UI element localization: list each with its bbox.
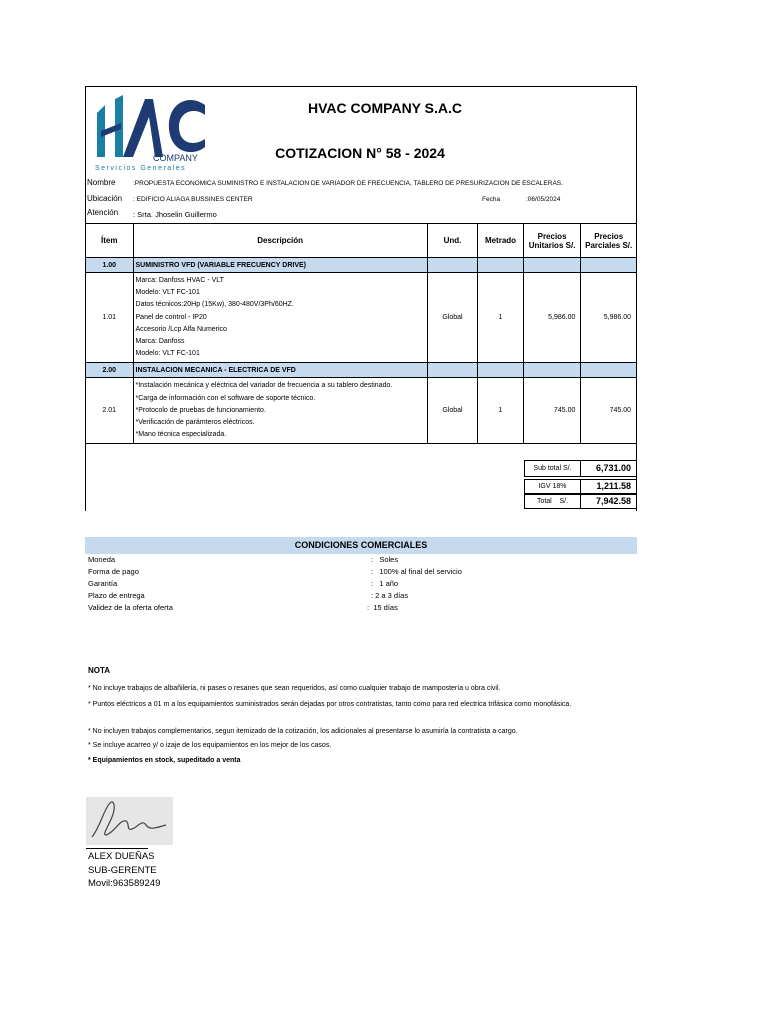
- row-parcial: 745.00: [581, 378, 637, 444]
- row-metrado: 1: [478, 378, 523, 444]
- signer-name: ALEX DUEÑAS: [88, 851, 155, 862]
- note-item: * Equipamientos en stock, supeditado a venta: [88, 757, 241, 764]
- header-precio-unitario: Precios Unitarios S/.: [523, 224, 581, 258]
- condition-value: : 2 a 3 días: [371, 591, 409, 600]
- items-table: [85, 223, 637, 444]
- conditions-title: CONDICIONES COMERCIALES: [85, 537, 637, 554]
- note-item: * No incluye trabajos de albañilería, ni pases o resanes que sean requeridos, así como cualquier trabajo de mampostería u obra civil.: [88, 685, 501, 692]
- total-label: Total S/.: [524, 494, 581, 509]
- desc-line: Modelo: VLT FC-101: [135, 289, 200, 297]
- total-value: 7,942.58: [580, 494, 637, 509]
- signer-phone: Movil:963589249: [88, 878, 161, 889]
- row-und: Global: [427, 273, 478, 363]
- logo-sac-text: S.A.C: [189, 143, 203, 149]
- desc-line: Accesorio /Lcp Alfa Numerico: [135, 325, 227, 333]
- igv-value: 1,211.58: [580, 479, 637, 494]
- logo-company-text: COMPANY: [153, 153, 198, 163]
- desc-line: Marca: Danfoss HVAC - VLT: [135, 277, 224, 284]
- fecha-value: :06/05/2024: [526, 196, 561, 203]
- condition-value: : Soles: [371, 555, 399, 564]
- row-item: 2.01: [86, 378, 134, 444]
- desc-line: Modelo: VLT FC-101: [135, 350, 200, 358]
- row-description: [133, 378, 427, 444]
- header-precio-parcial: Precios Parciales S/.: [581, 224, 637, 258]
- header-metrado: Metrado: [478, 224, 523, 258]
- signature-line: [86, 848, 148, 849]
- signature-image: [86, 797, 173, 845]
- row-unitario: 745.00: [523, 378, 581, 444]
- nombre-label: Nombre: [87, 178, 116, 187]
- condition-label: Garantía: [88, 579, 118, 588]
- section-item: 2.00: [86, 363, 134, 378]
- signer-role: SUB-GERENTE: [88, 865, 157, 876]
- desc-line: *Verificación de parámteros eléctricos.: [135, 419, 255, 427]
- ubicacion-value: : EDIFICIO ALIAGA BUSSINES CENTER: [133, 196, 253, 203]
- quote-title: COTIZACION N° 58 - 2024: [275, 145, 445, 161]
- atencion-label: Atención: [87, 208, 119, 217]
- condition-value: : 15 días: [367, 603, 398, 612]
- fecha-label: Fecha: [482, 196, 501, 203]
- row-parcial: 5,986.00: [581, 273, 637, 363]
- table-row: [86, 378, 637, 444]
- subtotal-value: 6,731.00: [580, 460, 637, 477]
- header-und: Und.: [427, 224, 478, 258]
- condition-value: : 1 año: [371, 579, 399, 588]
- row-item: 1.01: [86, 273, 134, 363]
- header-descripcion: Descripción: [133, 224, 427, 258]
- atencion-value: : Srta. Jhoselin Guillermo: [133, 210, 217, 219]
- section-title: INSTALACION MECANICA - ELECTRICA DE VFD: [133, 363, 427, 378]
- subtotal-label: Sub total S/.: [524, 460, 581, 477]
- row-und: Global: [427, 378, 478, 444]
- table-row: [86, 273, 637, 363]
- note-item: * No incluyen trabajos complementarios, segun itemizado de la cotización, los adicionales al presentarse lo asumiría la contratista a cargo.: [88, 728, 518, 735]
- desc-line: *Mano técnica especializada.: [135, 431, 227, 439]
- igv-label: IGV 18%: [524, 479, 581, 494]
- section-row: [86, 363, 637, 378]
- condition-label: Forma de pago: [88, 567, 139, 576]
- condition-label: Validez de la oferta oferta: [88, 603, 173, 612]
- note-item: * Se incluye acarreo y/ o izaje de los equipamientos en los mejor de los casos.: [88, 742, 332, 749]
- condition-value: : 100% al final del servicio: [371, 567, 462, 576]
- row-description: [133, 273, 427, 363]
- desc-line: *Instalación mecánica y eléctrica del variador de frecuencia a su tablero destinado.: [135, 382, 393, 390]
- row-metrado: 1: [478, 273, 523, 363]
- company-logo: [93, 95, 218, 173]
- section-item: 1.00: [86, 258, 134, 273]
- notes-title: NOTA: [88, 666, 111, 675]
- row-unitario: 5,986.00: [523, 273, 581, 363]
- nombre-value: :PROPUESTA ECONOMICA SUMINISTRO E INSTALACION DE VARIADOR DE FRECUENCIA, TABLERO DE PRESURIZACION DE ESCALERAS.: [133, 180, 563, 187]
- desc-line: *Carga de información con el software de soporte técnico.: [135, 394, 316, 402]
- desc-line: Datos técnicos:20Hp (15Kw), 380-480V/3Ph/60HZ.: [135, 301, 294, 309]
- section-title: SUMINISTRO VFD (VARIABLE FRECUENCY DRIVE): [133, 258, 427, 273]
- desc-line: Marca: Danfoss: [135, 338, 185, 346]
- desc-line: *Protocolo de pruebas de funcionamiento.: [135, 406, 266, 414]
- condition-label: Plazo de entrega: [88, 591, 145, 600]
- table-header-row: [86, 224, 637, 258]
- ubicacion-label: Ubicación: [87, 194, 123, 203]
- note-item: * Puntos eléctricos a 01 m a los equipamientos suministrados serán dejadas por otros contratistas, tanto como para red electrica trifásica como monofásica.: [88, 701, 572, 708]
- header-item: Ítem: [86, 224, 134, 258]
- company-name: HVAC COMPANY S.A.C: [307, 100, 462, 116]
- desc-line: Panel de control - IP20: [135, 313, 207, 321]
- logo-services-text: Servicios Generales: [95, 165, 187, 172]
- condition-label: Moneda: [88, 555, 116, 564]
- section-row: [86, 258, 637, 273]
